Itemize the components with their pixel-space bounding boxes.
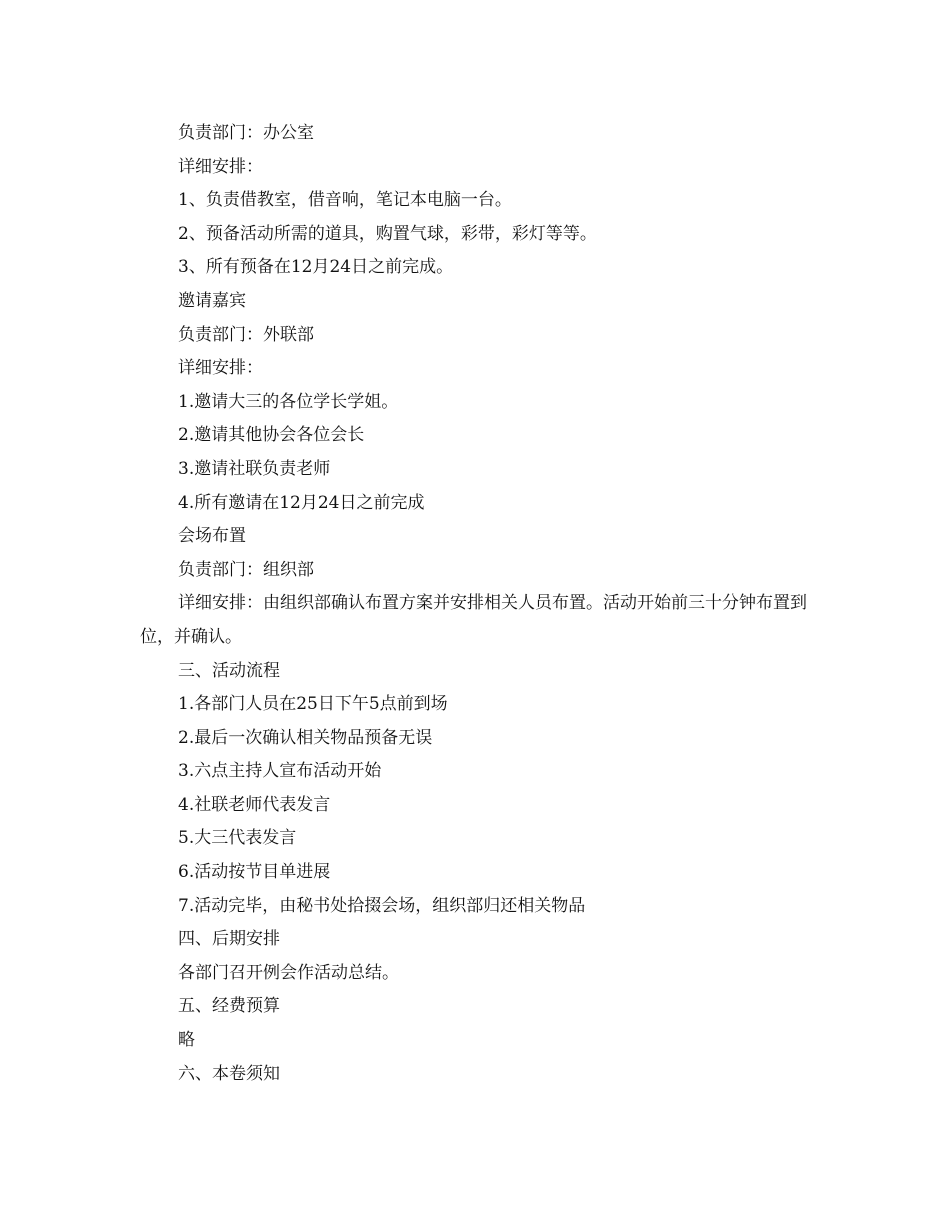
- section-heading-notes: 六、本卷须知: [178, 1063, 280, 1084]
- paragraph-item: 2.最后一次确认相关物品预备无误: [178, 727, 433, 748]
- paragraph-office-dept: 负责部门：办公室: [178, 123, 314, 143]
- paragraph-item: 2、预备活动所需的道具，购置气球，彩带，彩灯等等。: [178, 223, 597, 244]
- paragraph-omitted: 略: [178, 1030, 195, 1051]
- paragraph-item: 1.各部门人员在25日下午5点前到场: [178, 694, 448, 715]
- section-heading-later-arrangements: 四、后期安排: [178, 929, 280, 950]
- paragraph-item: 3.邀请社联负责老师: [178, 458, 331, 479]
- paragraph-item: 4.社联老师代表发言: [178, 794, 331, 815]
- section-heading-budget: 五、经费预算: [178, 996, 280, 1017]
- paragraph-item: 2.邀请其他协会各位会长: [178, 425, 365, 446]
- paragraph-liaison-dept: 负责部门：外联部: [178, 324, 314, 345]
- paragraph-organization-dept: 负责部门：组织部: [178, 559, 314, 580]
- paragraph-item: 3.六点主持人宣布活动开始: [178, 761, 382, 782]
- paragraph-detail-heading: 详细安排：: [178, 156, 263, 177]
- section-heading-invite-guests: 邀请嘉宾: [178, 290, 246, 311]
- document-body: [140, 117, 820, 1091]
- paragraph-detail-heading: 详细安排：: [178, 358, 263, 379]
- paragraph-venue-detail: 详细安排：由组织部确认布置方案并安排相关人员布置。活动开始前三十分钟布置到位，并确认。: [140, 593, 807, 647]
- paragraph-item: 3、所有预备在12月24日之前完成。: [178, 257, 454, 278]
- paragraph-item: 7.活动完毕，由秘书处拾掇会场，组织部归还相关物品: [178, 895, 586, 916]
- section-heading-venue-setup: 会场布置: [178, 526, 246, 547]
- section-heading-activity-flow: 三、活动流程: [178, 660, 280, 681]
- paragraph-summary-meeting: 各部门召开例会作活动总结。: [178, 962, 399, 983]
- paragraph-item: 1.邀请大三的各位学长学姐。: [178, 391, 399, 412]
- paragraph-item: 5.大三代表发言: [178, 828, 297, 849]
- paragraph-item: 6.活动按节目单进展: [178, 862, 331, 883]
- paragraph-item: 1、负责借教室，借音响，笔记本电脑一台。: [178, 190, 512, 211]
- paragraph-item: 4.所有邀请在12月24日之前完成: [178, 492, 425, 513]
